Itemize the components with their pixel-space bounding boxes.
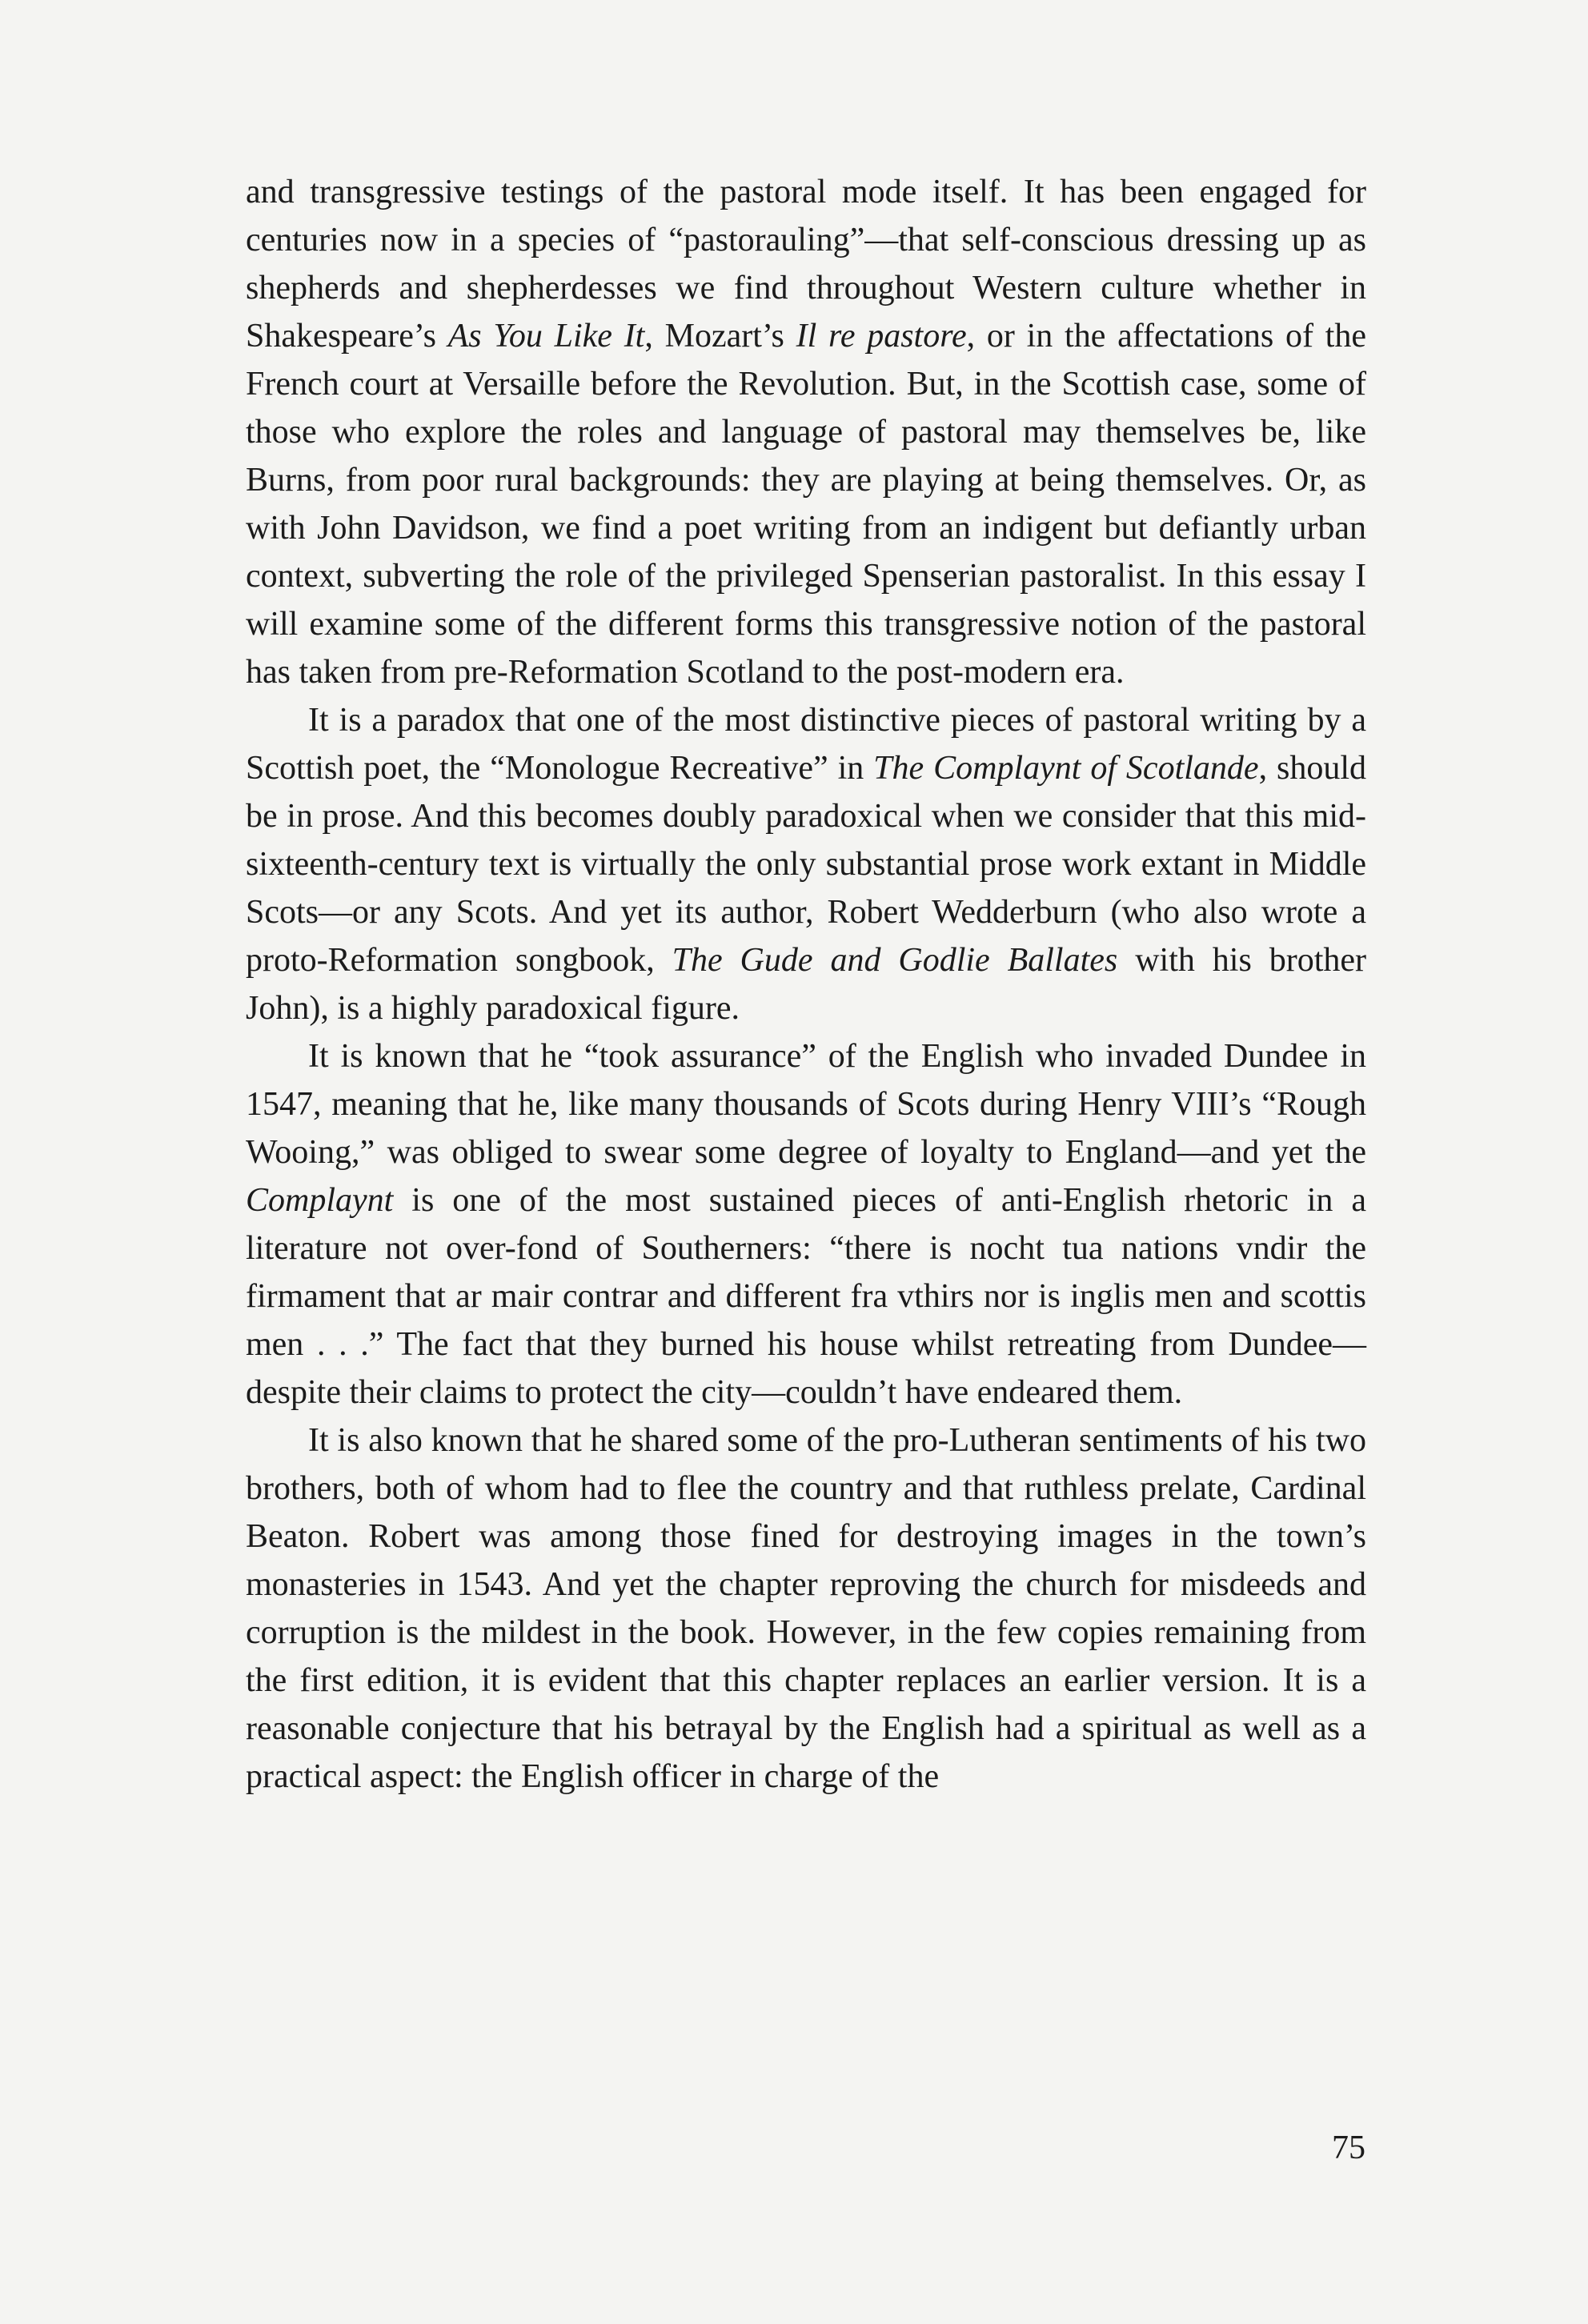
- text-run: with his brother John), is a highly paradoxical figure.: [246, 942, 1367, 1027]
- text-run: is one of the most sustained pieces of anti-English rhetoric in a literature not over-fond of Southerners: “there is nocht tua nations vndir the firmament that ar mair contrar and different fra vthirs nor is inglis men and scottis men . . .” The fact that they burned his house whilst retreating from Dundee—despite their claims to protect the city—couldn’t have endeared them.: [246, 1182, 1366, 1411]
- paragraph-1: [246, 168, 1366, 696]
- italic-title: Complaynt: [246, 1182, 394, 1219]
- text-run: It is known that he “took assurance” of the English who invaded Dundee in 1547, meaning that he, like many thousands of Scots during Henry VIII’s “Rough Wooing,” was obliged to swear some degree of loyalty to England—and yet the: [246, 1038, 1366, 1171]
- italic-title: The Complaynt of Scotlande: [873, 750, 1259, 787]
- text-run: , should be in prose. And this becomes doubly paradoxical when we consider that this mid-sixteenth-century text is virtually the only substantial prose work extant in Middle Scots—or any Scots. And yet its author, Robert Wedderburn (who also wrote a proto-Reformation songbook,: [246, 750, 1366, 979]
- italic-title: The Gude and Godlie Ballates: [672, 942, 1118, 979]
- paragraph-4: [246, 1416, 1366, 1801]
- text-run: It is a paradox that one of the most distinctive pieces of pastoral writing by a Scottish poet, the “Monologue Recreative” in: [246, 702, 1366, 787]
- italic-title: As You Like It: [447, 318, 645, 355]
- page-number: 75: [1332, 2130, 1365, 2166]
- body-text: [246, 168, 1366, 1801]
- text-run: , or in the affectations of the French court at Versaille before the Revolution. But, in the Scottish case, some of those who explore the roles and language of pastoral may themselves be, like Burns, from poor rural backgrounds: they are playing at being themselves. Or, as with John Davidson, we find a poet writing from an indigent but defiantly urban context, subverting the role of the privileged Spenserian pastoralist. In this essay I will examine some of the different forms this transgressive notion of the pastoral has taken from pre-Reformation Scotland to the post-modern era.: [246, 318, 1366, 691]
- text-run: , Mozart’s: [644, 318, 796, 355]
- paragraph-3: [246, 1032, 1366, 1416]
- text-run: It is also known that he shared some of the pro-Lutheran sentiments of his two brothers, both of whom had to flee the country and that ruthless prelate, Cardinal Beaton. Robert was among those fined for destroying images in the town’s monasteries in 1543. And yet the chapter reproving the church for misdeeds and corruption is the mildest in the book. However, in the few copies remaining from the first edition, it is evident that this chapter replaces an earlier version. It is a reasonable conjecture that his betrayal by the English had a spiritual as well as a practical aspect: the English officer in charge of the: [246, 1422, 1366, 1795]
- paragraph-2: [246, 696, 1366, 1032]
- italic-title: Il re pastore: [796, 318, 967, 355]
- text-run: and transgressive testings of the pastoral mode itself. It has been engaged for centuries now in a species of “pastorauling”—that self-conscious dressing up as shepherds and shepherdesses we find throughout Western culture whether in Shakespeare’s: [246, 174, 1366, 355]
